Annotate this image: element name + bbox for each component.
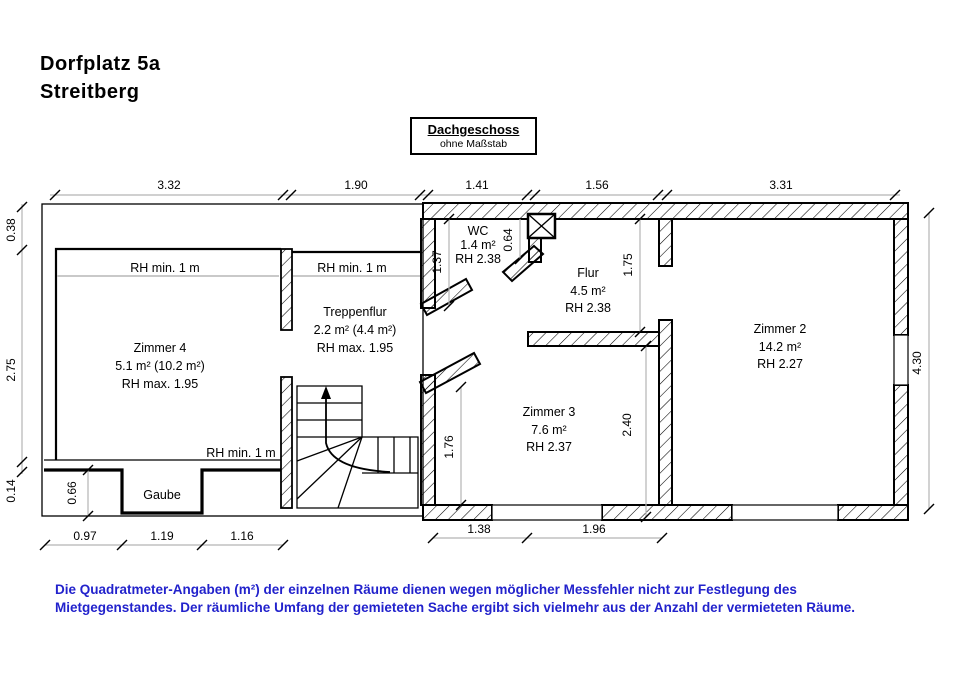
dimension-zimmer3-height [620,341,651,522]
dimension-label: 0.66 [65,481,79,505]
room-name: WC [467,224,489,238]
dimension-label: 1.38 [467,522,491,536]
room-name: Zimmer 2 [753,322,807,336]
dimension-gaube-depth [65,465,93,521]
room-area: 1.4 m² [460,238,496,252]
wall-zimmer2-left [659,320,672,505]
stair-direction-arrow [326,396,390,472]
wall-zimmer4-lower [281,377,292,508]
room-name: Flur [577,266,599,280]
room-name: Zimmer 3 [522,405,576,419]
dimension-label: 1.16 [230,529,254,543]
chimney-symbol [528,214,555,238]
room-area: 4.5 m² [570,284,606,298]
dimension-label: 1.56 [585,178,609,192]
dimension-chain-left [4,202,27,503]
dimension-chain-top [50,178,900,200]
room-height: RH 2.37 [526,440,572,454]
dimension-label: 0.97 [73,529,97,543]
dimension-zimmer3-left [442,382,466,510]
dimension-label: 1.75 [621,253,635,277]
dimension-chain-bottom-center [428,522,667,543]
room-label-treppenflur [314,305,397,355]
wall-top [423,203,908,219]
room-height: RH 2.38 [455,252,501,266]
rh-min-label-gaube: RH min. 1 m [206,446,276,460]
dimension-label: 3.31 [769,178,793,192]
stair-arrow-head [321,386,331,399]
wall-mid-left-lower [421,375,435,505]
dimension-label: 1.41 [465,178,489,192]
dimension-flur-height [621,214,645,337]
room-height: RH 2.27 [757,357,803,371]
dimension-wc-right [501,219,525,264]
dimension-label: 0.64 [501,228,515,252]
room-label-zimmer3 [523,405,576,454]
room-area: 14.2 m² [758,340,802,354]
dimension-label: 1.90 [344,178,368,192]
window-right [894,335,908,385]
wall-right-lower [894,385,908,505]
room-label-zimmer2 [754,322,807,371]
footnote-line-2: Mietgegenstandes. Der räumliche Umfang der gemieteten Sache ergibt sich vielmehr aus der Anzahl der vermieteten Räume. [55,600,856,615]
room-height: RH max. 1.95 [316,341,394,355]
dimension-label: 1.37 [430,250,444,274]
room-height: RH 2.38 [565,301,611,315]
address-line-1: Dorfplatz 5a [40,53,161,75]
room-area: 7.6 m² [531,423,567,437]
dimension-label: 0.14 [4,479,18,503]
rh-min-label-zimmer4: RH min. 1 m [130,261,200,275]
room-label-wc [455,224,501,266]
staircase [297,386,418,508]
dimension-chain-bottom-left [40,529,288,550]
dimension-label: 2.40 [620,413,634,437]
dimension-label: 2.75 [4,358,18,382]
dimension-right [910,208,934,514]
room-label-flur [565,266,611,315]
wall-bottom-b [602,505,732,520]
wall-flur-stub [659,219,672,266]
dimension-label: 1.76 [442,435,456,459]
window-zimmer2 [732,505,838,520]
dimension-label: 4.30 [910,351,924,375]
drawing-title: Dachgeschoss [427,122,520,137]
room-name: Treppenflur [323,305,387,319]
room-name: Zimmer 4 [133,341,187,355]
room-height: RH max. 1.95 [121,377,199,391]
room-label-zimmer4 [115,341,205,391]
wall-bottom-c [838,505,908,520]
drawing-scale-note: ohne Maßstab [439,138,508,150]
window-zimmer3 [492,505,602,520]
room-label-gaube: Gaube [143,488,181,502]
wall-right-upper [894,219,908,335]
rh-min-label-treppenflur: RH min. 1 m [317,261,387,275]
room-area: 2.2 m² (4.4 m²) [313,323,397,337]
footnote-line-1: Die Quadratmeter-Angaben (m²) der einzelnen Räume dienen wegen möglicher Messfehler nicht zur Festlegung des [55,582,797,597]
dimension-label: 0.38 [4,218,18,242]
door-zimmer3 [420,353,480,393]
wall-bottom-a [423,505,492,520]
room-area: 5.1 m² (10.2 m²) [115,359,205,373]
dimension-label: 1.96 [582,522,606,536]
dimension-label: 3.32 [157,178,181,192]
wall-zimmer4-upper [281,249,292,330]
dimension-label: 1.19 [150,529,174,543]
address-line-2: Streitberg [40,81,140,103]
legal-footnote [55,581,935,617]
wall-zimmer3-top [528,332,659,346]
